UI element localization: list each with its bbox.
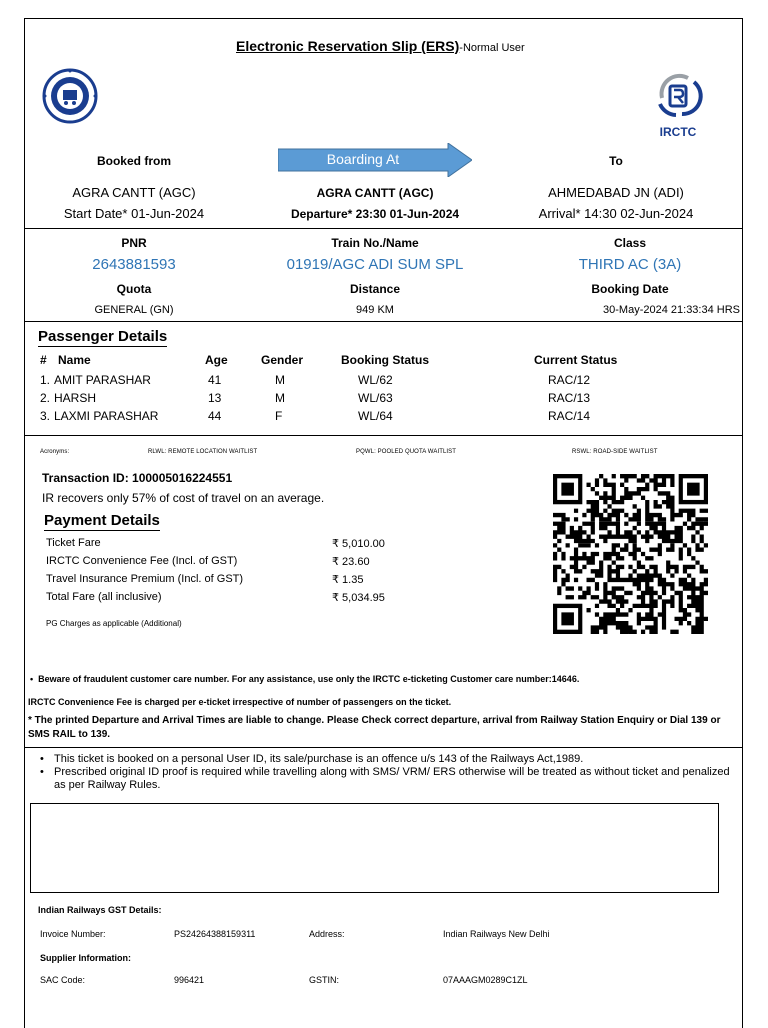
page-title: Electronic Reservation Slip (ERS) <box>236 38 460 54</box>
address-label: Address: <box>309 929 345 939</box>
fraud-notice <box>30 674 736 684</box>
fare-amount: ₹ 1.35 <box>332 574 364 586</box>
distance-label: Distance <box>349 282 401 296</box>
list-item <box>40 753 730 766</box>
pg-charges-note: PG Charges as applicable (Additional) <box>46 619 182 628</box>
boarding-station: AGRA CANTT (AGC) <box>316 186 434 200</box>
train-label: Train No./Name <box>331 236 419 250</box>
address-value: Indian Railways New Delhi <box>443 929 550 939</box>
to-label: To <box>609 154 623 168</box>
gstin-label: GSTIN: <box>309 975 340 985</box>
transaction-id: Transaction ID: 100005016224551 <box>42 471 233 485</box>
passenger-gender: F <box>275 409 283 423</box>
divider <box>24 747 742 748</box>
fare-amount: ₹ 23.60 <box>332 556 370 568</box>
passenger-booking-status: WL/64 <box>358 409 393 423</box>
fare-label: Travel Insurance Premium (Incl. of GST) <box>46 573 244 585</box>
row-num: 2. <box>40 391 51 405</box>
divider <box>24 228 742 229</box>
row-num: 1. <box>40 373 51 387</box>
passenger-age: 13 <box>208 391 222 405</box>
gst-heading: Indian Railways GST Details: <box>38 905 162 915</box>
ticket-rules-list <box>40 753 730 792</box>
booking-date-label: Booking Date <box>591 282 669 296</box>
passenger-name: LAXMI PARASHAR <box>54 409 159 423</box>
sac-label: SAC Code: <box>40 975 86 985</box>
distance-value: 949 KM <box>356 304 394 316</box>
acronyms-label: Acronyms: <box>40 449 70 455</box>
start-date: Start Date* 01-Jun-2024 <box>63 206 205 221</box>
table-row <box>0 391 768 407</box>
to-station: AHMEDABAD JN (ADI) <box>548 185 684 200</box>
row-num: 3. <box>40 409 51 423</box>
list-item <box>40 766 730 792</box>
cost-recovery-note: IR recovers only 57% of cost of travel on an average. <box>42 491 325 505</box>
passenger-details-heading: Passenger Details <box>38 328 168 345</box>
passenger-booking-status: WL/62 <box>358 373 393 387</box>
supplier-heading: Supplier Information: <box>40 953 131 963</box>
passenger-current-status: RAC/14 <box>548 409 591 423</box>
boarding-at-arrow <box>278 143 472 177</box>
payment-details-heading: Payment Details <box>44 512 160 529</box>
sac-value: 996421 <box>174 975 205 985</box>
train-value: 01919/AGC ADI SUM SPL <box>286 256 464 273</box>
header-title-line <box>236 38 525 54</box>
col-header-booking-status: Booking Status <box>341 353 430 367</box>
irctc-logo <box>648 68 708 138</box>
convenience-fee-notice: IRCTC Convenience Fee is charged per e-ticket irrespective of number of passengers on the ticket. <box>28 697 452 707</box>
advertisement-box <box>30 803 719 893</box>
fare-label: IRCTC Convenience Fee (Incl. of GST) <box>46 555 238 567</box>
id-proof-rule: Prescribed original ID proof is required while travelling along with SMS/ VRM/ ERS otherwise will be treated as without ticket and penalized as per Railway Rules. <box>54 766 730 791</box>
irctc-logo-text: IRCTC <box>659 125 697 139</box>
invoice-value: PS24264388159311 <box>174 929 256 939</box>
frame-top-border <box>24 18 742 19</box>
passenger-current-status: RAC/12 <box>548 373 591 387</box>
page-subtitle: -Normal User <box>459 42 525 54</box>
departure-time: Departure* 23:30 01-Jun-2024 <box>290 207 460 221</box>
quota-label: Quota <box>116 282 152 296</box>
fraud-notice-text: Beware of fraudulent customer care number. For any assistance, use only the IRCTC e-ticketing Customer care number:14646. <box>38 674 580 684</box>
class-label: Class <box>613 236 647 250</box>
passenger-name: AMIT PARASHAR <box>54 373 151 387</box>
acronym-rlwl: RLWL: REMOTE LOCATION WAITLIST <box>148 449 258 455</box>
fare-amount: ₹ 5,034.95 <box>332 592 385 604</box>
pnr-label: PNR <box>121 236 147 250</box>
divider <box>24 435 742 436</box>
acronym-rswl: RSWL: ROAD-SIDE WAITLIST <box>572 449 658 455</box>
arrival-time: Arrival* 14:30 02-Jun-2024 <box>538 206 694 221</box>
fare-label: Total Fare (all inclusive) <box>46 591 162 603</box>
col-header-name: Name <box>58 353 91 367</box>
col-header-gender: Gender <box>261 353 304 367</box>
acronym-pqwl: PQWL: POOLED QUOTA WAITLIST <box>356 449 457 455</box>
timing-notice: * The printed Departure and Arrival Times are liable to change. Please Check correct departure, arrival from Railway Station Enquiry or Dial 139 or SMS RAIL to 139. <box>28 715 721 740</box>
gstin-value: 07AAAGM0289C1ZL <box>443 975 528 985</box>
indian-railways-logo <box>42 68 98 124</box>
bullet-icon: • <box>30 674 39 684</box>
passenger-age: 41 <box>208 373 222 387</box>
passenger-booking-status: WL/63 <box>358 391 393 405</box>
bullet-icon: • <box>40 766 44 778</box>
table-row <box>0 409 768 425</box>
personal-id-rule: This ticket is booked on a personal User ID, its sale/purchase is an offence u/s 143 of the Railways Act,1989. <box>54 753 584 765</box>
booked-from-label: Booked from <box>96 154 171 168</box>
quota-value: GENERAL (GN) <box>94 304 174 316</box>
from-station: AGRA CANTT (AGC) <box>72 185 196 200</box>
qr-code <box>553 474 708 634</box>
class-value: THIRD AC (3A) <box>578 256 682 273</box>
table-row <box>0 373 768 389</box>
col-header-age: Age <box>205 353 228 367</box>
passenger-current-status: RAC/13 <box>548 391 591 405</box>
bullet-icon: • <box>40 753 44 765</box>
frame-right-border <box>742 18 743 1028</box>
col-header-num: # <box>40 353 47 367</box>
fare-label: Ticket Fare <box>46 537 101 549</box>
fare-amount: ₹ 5,010.00 <box>332 538 385 550</box>
booking-date-value: 30-May-2024 21:33:34 HRS <box>603 304 740 316</box>
pnr-value: 2643881593 <box>92 256 176 273</box>
col-header-current-status: Current Status <box>534 353 618 367</box>
passenger-gender: M <box>275 373 285 387</box>
passenger-age: 44 <box>208 409 222 423</box>
passenger-name: HARSH <box>54 391 97 405</box>
divider <box>24 321 742 322</box>
invoice-label: Invoice Number: <box>40 929 106 939</box>
boarding-at-label: Boarding At <box>326 151 400 167</box>
passenger-gender: M <box>275 391 285 405</box>
frame-left-border <box>24 18 25 1028</box>
